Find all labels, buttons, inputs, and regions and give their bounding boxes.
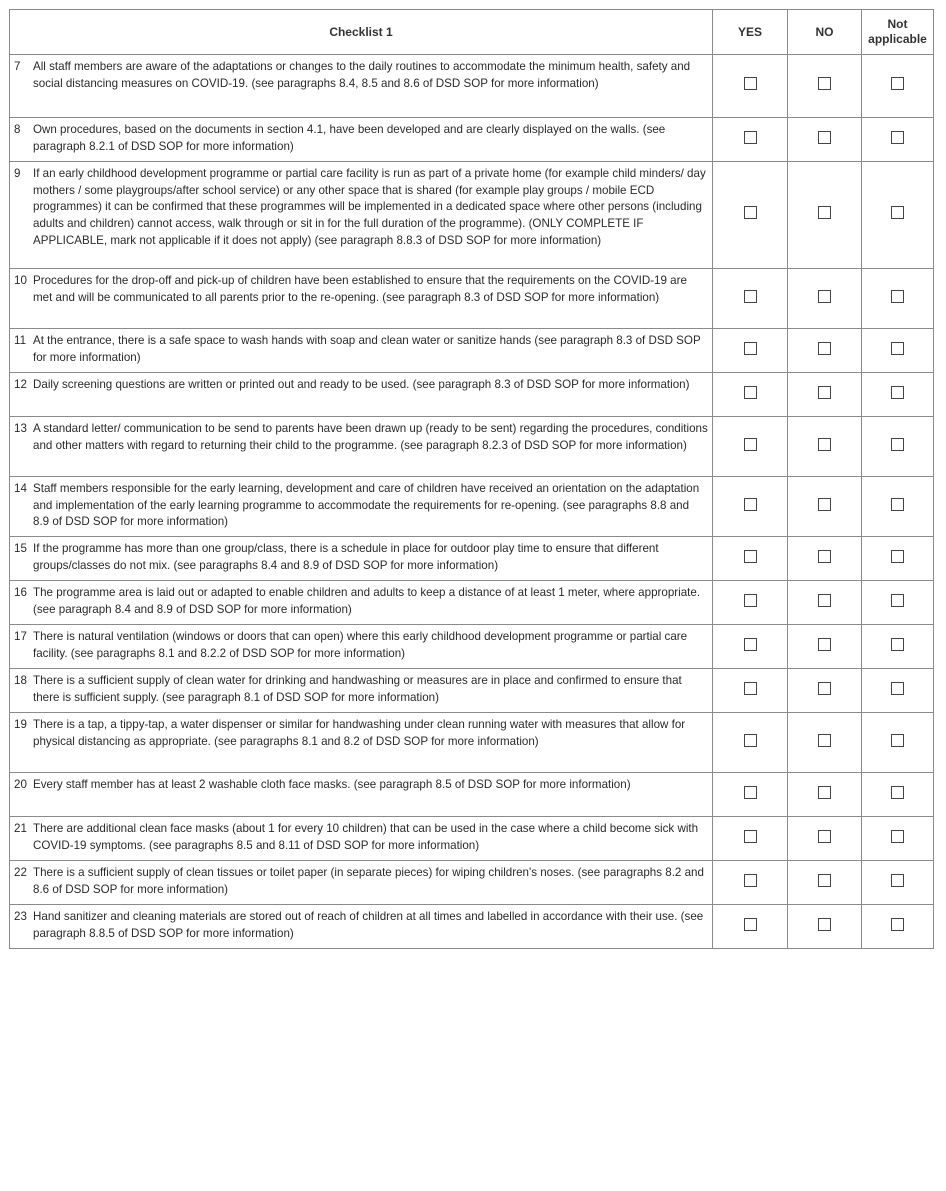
header-row bbox=[10, 10, 934, 55]
no-cell bbox=[788, 625, 862, 669]
no-checkbox[interactable] bbox=[818, 786, 831, 799]
item-number: 17 bbox=[14, 630, 27, 643]
not-applicable-checkbox[interactable] bbox=[891, 734, 904, 747]
no-checkbox[interactable] bbox=[818, 290, 831, 303]
checklist-item bbox=[10, 713, 713, 773]
item-text: Hand sanitizer and cleaning materials are stored out of reach of children at all times and labelled in accordance with their use. (see paragraph 8.8.5 of DSD SOP for more information) bbox=[33, 910, 704, 940]
yes-cell bbox=[713, 329, 788, 373]
no-cell bbox=[788, 773, 862, 817]
not-applicable-checkbox[interactable] bbox=[891, 594, 904, 607]
not-applicable-cell bbox=[862, 713, 934, 773]
not-applicable-cell bbox=[862, 537, 934, 581]
no-checkbox[interactable] bbox=[818, 206, 831, 219]
checklist-row bbox=[10, 537, 934, 581]
yes-checkbox[interactable] bbox=[744, 638, 757, 651]
not-applicable-checkbox[interactable] bbox=[891, 342, 904, 355]
checklist-row bbox=[10, 329, 934, 373]
item-number: 20 bbox=[14, 778, 27, 791]
checklist-sheet bbox=[9, 9, 933, 949]
not-applicable-cell bbox=[862, 581, 934, 625]
no-checkbox[interactable] bbox=[818, 438, 831, 451]
item-text: If an early childhood development programme or partial care facility is run as part of a private home (for example child minders/ day mothers / some playgroups/after school service) or any other space that is shared (for example play groups / mobile ECD programmes) it can be confirmed that these programmes will be implemented in a dedicated space where other persons (including adults and children) cannot access, walk through or sit in for the full duration of the programme). (ONLY COMPLETE IF APPLICABLE, mark not applicable if it does not apply) (see paragraph 8.8.3 of DSD SOP for more information) bbox=[33, 167, 706, 247]
yes-cell bbox=[713, 269, 788, 329]
yes-checkbox[interactable] bbox=[744, 498, 757, 511]
not-applicable-checkbox[interactable] bbox=[891, 682, 904, 695]
no-checkbox[interactable] bbox=[818, 682, 831, 695]
yes-cell bbox=[713, 118, 788, 162]
not-applicable-cell bbox=[862, 417, 934, 477]
yes-checkbox[interactable] bbox=[744, 386, 757, 399]
not-applicable-cell bbox=[862, 55, 934, 118]
checklist-row bbox=[10, 477, 934, 537]
not-applicable-column-header: Not applicable bbox=[862, 10, 934, 55]
not-applicable-checkbox[interactable] bbox=[891, 77, 904, 90]
item-text: All staff members are aware of the adaptations or changes to the daily routines to accommodate the minimum health, safety and social distancing measures on COVID-19. (see paragraphs 8.4, 8.5 and 8.6 of DSD SOP for more information) bbox=[33, 60, 691, 90]
not-applicable-checkbox[interactable] bbox=[891, 438, 904, 451]
no-checkbox[interactable] bbox=[818, 594, 831, 607]
checklist-item bbox=[10, 118, 713, 162]
not-applicable-cell bbox=[862, 269, 934, 329]
item-text: There is natural ventilation (windows or doors that can open) where this early childhood development programme or partial care facility. (see paragraphs 8.1 and 8.2.2 of DSD SOP for more information) bbox=[33, 630, 688, 660]
not-applicable-cell bbox=[862, 329, 934, 373]
no-cell bbox=[788, 669, 862, 713]
yes-cell bbox=[713, 55, 788, 118]
yes-cell bbox=[713, 817, 788, 861]
no-cell bbox=[788, 905, 862, 949]
checklist-item bbox=[10, 905, 713, 949]
yes-cell bbox=[713, 537, 788, 581]
no-cell bbox=[788, 417, 862, 477]
no-checkbox[interactable] bbox=[818, 734, 831, 747]
not-applicable-checkbox[interactable] bbox=[891, 206, 904, 219]
item-text: Daily screening questions are written or printed out and ready to be used. (see paragraph 8.3 of DSD SOP for more information) bbox=[33, 378, 690, 391]
item-number: 21 bbox=[14, 822, 27, 835]
checklist-row bbox=[10, 269, 934, 329]
no-cell bbox=[788, 329, 862, 373]
yes-cell bbox=[713, 477, 788, 537]
no-checkbox[interactable] bbox=[818, 830, 831, 843]
not-applicable-checkbox[interactable] bbox=[891, 550, 904, 563]
yes-cell bbox=[713, 581, 788, 625]
item-number: 15 bbox=[14, 542, 27, 555]
yes-checkbox[interactable] bbox=[744, 830, 757, 843]
no-checkbox[interactable] bbox=[818, 131, 831, 144]
checklist-row bbox=[10, 417, 934, 477]
checklist-table bbox=[9, 9, 934, 949]
item-text: If the programme has more than one group/class, there is a schedule in place for outdoor play time to ensure that different groups/classes do not mix. (see paragraphs 8.4 and 8.9 of DSD SOP for more information) bbox=[33, 542, 659, 572]
checklist-item bbox=[10, 817, 713, 861]
yes-cell bbox=[713, 625, 788, 669]
not-applicable-cell bbox=[862, 477, 934, 537]
checklist-item bbox=[10, 329, 713, 373]
checklist-row bbox=[10, 581, 934, 625]
yes-cell bbox=[713, 861, 788, 905]
no-checkbox[interactable] bbox=[818, 874, 831, 887]
checklist-row bbox=[10, 905, 934, 949]
yes-cell bbox=[713, 905, 788, 949]
checklist-row bbox=[10, 373, 934, 417]
item-text: There is a sufficient supply of clean water for drinking and handwashing or measures are in place and confirmed to ensure that there is sufficient supply. (see paragraph 8.1 of DSD SOP for more information) bbox=[33, 674, 682, 704]
no-checkbox[interactable] bbox=[818, 918, 831, 931]
item-number: 18 bbox=[14, 674, 27, 687]
not-applicable-cell bbox=[862, 861, 934, 905]
item-number: 9 bbox=[14, 167, 21, 180]
no-checkbox[interactable] bbox=[818, 77, 831, 90]
yes-checkbox[interactable] bbox=[744, 438, 757, 451]
no-cell bbox=[788, 861, 862, 905]
item-number: 8 bbox=[14, 123, 21, 136]
checklist-row bbox=[10, 713, 934, 773]
not-applicable-checkbox[interactable] bbox=[891, 386, 904, 399]
checklist-item bbox=[10, 861, 713, 905]
checklist-row bbox=[10, 118, 934, 162]
yes-cell bbox=[713, 417, 788, 477]
yes-checkbox[interactable] bbox=[744, 682, 757, 695]
no-cell bbox=[788, 713, 862, 773]
yes-checkbox[interactable] bbox=[744, 786, 757, 799]
yes-checkbox[interactable] bbox=[744, 342, 757, 355]
item-number: 19 bbox=[14, 718, 27, 731]
not-applicable-cell bbox=[862, 162, 934, 269]
no-cell bbox=[788, 537, 862, 581]
not-applicable-checkbox[interactable] bbox=[891, 918, 904, 931]
yes-checkbox[interactable] bbox=[744, 594, 757, 607]
checklist-row bbox=[10, 817, 934, 861]
not-applicable-checkbox[interactable] bbox=[891, 498, 904, 511]
checklist-row bbox=[10, 162, 934, 269]
no-column-header: NO bbox=[788, 10, 862, 55]
not-applicable-checkbox[interactable] bbox=[891, 786, 904, 799]
no-checkbox[interactable] bbox=[818, 342, 831, 355]
yes-checkbox[interactable] bbox=[744, 918, 757, 931]
item-number: 12 bbox=[14, 378, 27, 391]
no-checkbox[interactable] bbox=[818, 638, 831, 651]
checklist-row bbox=[10, 625, 934, 669]
item-text: At the entrance, there is a safe space to wash hands with soap and clean water or sanitize hands (see paragraph 8.3 of DSD SOP for more information) bbox=[33, 334, 701, 364]
no-checkbox[interactable] bbox=[818, 498, 831, 511]
no-checkbox[interactable] bbox=[818, 550, 831, 563]
item-number: 11 bbox=[14, 334, 27, 347]
checklist-item bbox=[10, 55, 713, 118]
not-applicable-cell bbox=[862, 905, 934, 949]
checklist-item bbox=[10, 537, 713, 581]
item-number: 7 bbox=[14, 60, 21, 73]
not-applicable-cell bbox=[862, 773, 934, 817]
item-text: A standard letter/ communication to be send to parents have been drawn up (ready to be sent) regarding the procedures, conditions and other matters with regard to returning their child to the programme. (see paragraph 8.2.3 of DSD SOP for more information) bbox=[33, 422, 708, 452]
yes-checkbox[interactable] bbox=[744, 77, 757, 90]
checklist-title: Checklist 1 bbox=[10, 10, 713, 55]
checklist-item bbox=[10, 373, 713, 417]
not-applicable-checkbox[interactable] bbox=[891, 131, 904, 144]
yes-cell bbox=[713, 162, 788, 269]
checklist-item bbox=[10, 581, 713, 625]
yes-cell bbox=[713, 669, 788, 713]
not-applicable-cell bbox=[862, 817, 934, 861]
item-number: 22 bbox=[14, 866, 27, 879]
yes-checkbox[interactable] bbox=[744, 131, 757, 144]
no-cell bbox=[788, 162, 862, 269]
no-cell bbox=[788, 817, 862, 861]
no-cell bbox=[788, 373, 862, 417]
no-cell bbox=[788, 477, 862, 537]
item-number: 10 bbox=[14, 274, 27, 287]
checklist-row bbox=[10, 55, 934, 118]
yes-cell bbox=[713, 773, 788, 817]
checklist-item bbox=[10, 669, 713, 713]
yes-checkbox[interactable] bbox=[744, 206, 757, 219]
checklist-body bbox=[10, 55, 934, 949]
item-text: Procedures for the drop-off and pick-up of children have been established to ensure that the requirements on the COVID-19 are met and will be communicated to all parents prior to the re-opening. (see paragraph 8.3 of DSD SOP for more information) bbox=[33, 274, 687, 304]
yes-column-header: YES bbox=[713, 10, 788, 55]
checklist-item bbox=[10, 477, 713, 537]
item-number: 23 bbox=[14, 910, 27, 923]
yes-cell bbox=[713, 373, 788, 417]
no-cell bbox=[788, 118, 862, 162]
checklist-item bbox=[10, 625, 713, 669]
item-text: There is a tap, a tippy-tap, a water dispenser or similar for handwashing under clean running water with measures that allow for physical distancing as appropriate. (see paragraphs 8.1 and 8.2 of DSD SOP for more information) bbox=[33, 718, 686, 748]
item-number: 16 bbox=[14, 586, 27, 599]
not-applicable-checkbox[interactable] bbox=[891, 874, 904, 887]
not-applicable-checkbox[interactable] bbox=[891, 638, 904, 651]
checklist-row bbox=[10, 861, 934, 905]
item-text: Own procedures, based on the documents in section 4.1, have been developed and are clearly displayed on the walls. (see paragraph 8.2.1 of DSD SOP for more information) bbox=[33, 123, 666, 153]
checklist-row bbox=[10, 669, 934, 713]
item-number: 13 bbox=[14, 422, 27, 435]
item-text: Every staff member has at least 2 washable cloth face masks. (see paragraph 8.5 of DSD SOP for more information) bbox=[33, 778, 631, 791]
yes-checkbox[interactable] bbox=[744, 734, 757, 747]
not-applicable-cell bbox=[862, 118, 934, 162]
not-applicable-checkbox[interactable] bbox=[891, 290, 904, 303]
item-text: There are additional clean face masks (about 1 for every 10 children) that can be used in the case where a child become sick with COVID-19 symptoms. (see paragraphs 8.5 and 8.11 of DSD SOP for more information) bbox=[33, 822, 699, 852]
checklist-item bbox=[10, 269, 713, 329]
checklist-item bbox=[10, 773, 713, 817]
not-applicable-checkbox[interactable] bbox=[891, 830, 904, 843]
yes-checkbox[interactable] bbox=[744, 874, 757, 887]
item-text: The programme area is laid out or adapted to enable children and adults to keep a distance of at least 1 meter, where appropriate. (see paragraph 8.4 and 8.9 of DSD SOP for more information) bbox=[33, 586, 701, 616]
checklist-row bbox=[10, 773, 934, 817]
not-applicable-cell bbox=[862, 373, 934, 417]
checklist-item bbox=[10, 417, 713, 477]
not-applicable-cell bbox=[862, 669, 934, 713]
yes-checkbox[interactable] bbox=[744, 290, 757, 303]
no-cell bbox=[788, 269, 862, 329]
item-number: 14 bbox=[14, 482, 27, 495]
not-applicable-cell bbox=[862, 625, 934, 669]
no-cell bbox=[788, 581, 862, 625]
no-cell bbox=[788, 55, 862, 118]
item-text: Staff members responsible for the early learning, development and care of children have received an orientation on the adaptation and implementation of the early learning programme to accommodate the requirements for re-opening. (see paragraphs 8.8 and 8.9 of DSD SOP for more information) bbox=[33, 482, 700, 529]
no-checkbox[interactable] bbox=[818, 386, 831, 399]
yes-cell bbox=[713, 713, 788, 773]
yes-checkbox[interactable] bbox=[744, 550, 757, 563]
checklist-item bbox=[10, 162, 713, 269]
item-text: There is a sufficient supply of clean tissues or toilet paper (in separate pieces) for wiping children's noses. (see paragraphs 8.2 and 8.6 of DSD SOP for more information) bbox=[33, 866, 704, 896]
